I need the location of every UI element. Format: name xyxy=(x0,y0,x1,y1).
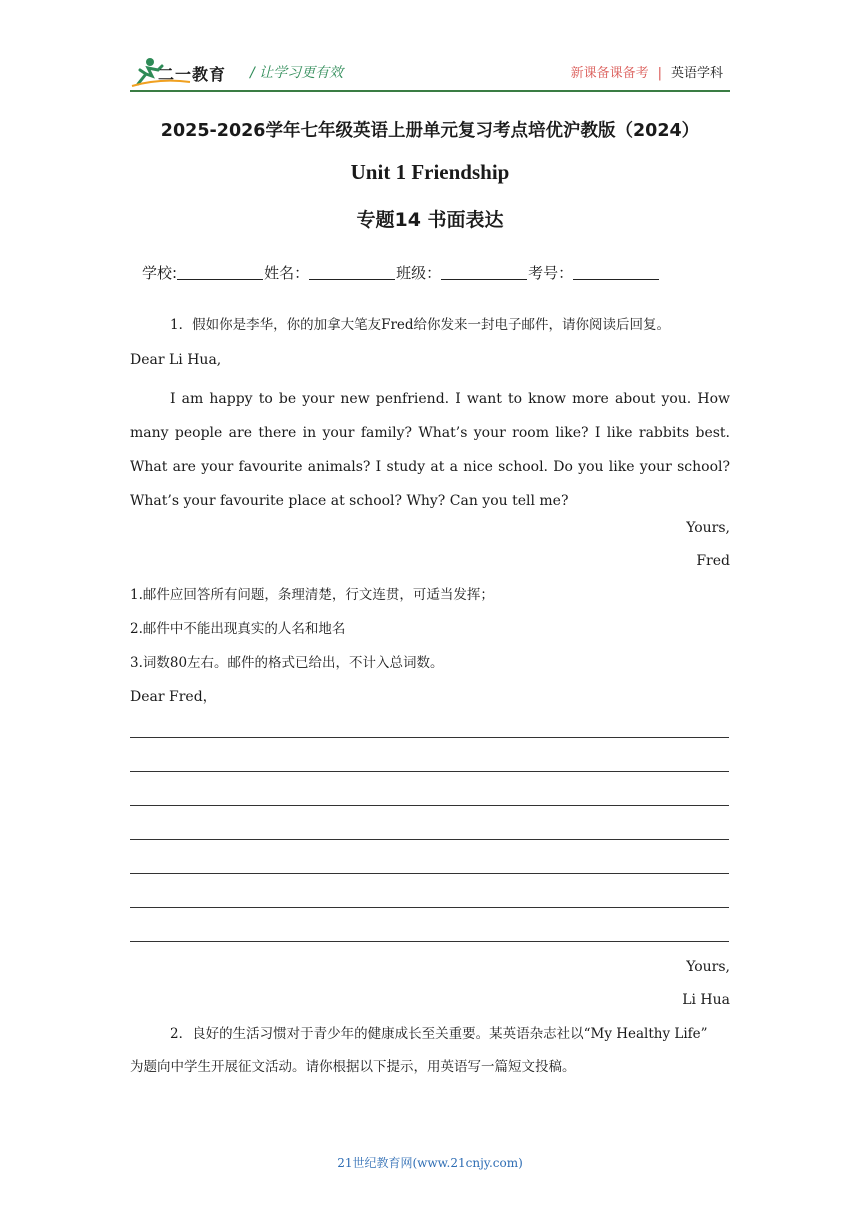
number-label: 考号： xyxy=(528,264,574,282)
header-subject xyxy=(571,62,723,81)
letter-salutation: Dear Li Hua, xyxy=(130,352,222,368)
student-info-fields xyxy=(142,262,660,283)
name-label: 姓名： xyxy=(264,264,310,282)
header-divider xyxy=(130,90,730,92)
school-blank[interactable] xyxy=(177,263,263,280)
answer-line[interactable] xyxy=(130,907,729,908)
reply-closing: Yours, xyxy=(686,959,730,975)
page-header xyxy=(0,0,860,100)
topic-title: 专题14 书面表达 xyxy=(356,209,504,231)
q2-prompt-line2: 为题向中学生开展征文活动。请你根据以下提示，用英语写一篇短文投稿。 xyxy=(130,1059,576,1075)
reply-signature: Li Hua xyxy=(682,992,730,1008)
requirement-3: 3.词数80左右。邮件的格式已给出，不计入总词数。 xyxy=(130,655,444,671)
q2-prompt-line1: 2．良好的生活习惯对于青少年的健康成长至关重要。某英语杂志社以“My Healthy Life” xyxy=(170,1026,708,1042)
page-footer: 21世纪教育网(www.21cnjy.com) xyxy=(337,1156,523,1170)
answer-line[interactable] xyxy=(130,805,729,806)
number-blank[interactable] xyxy=(573,263,659,280)
header-separator: | xyxy=(657,66,662,81)
letter-closing: Yours, xyxy=(686,520,730,536)
header-tag-subject: 英语学科 xyxy=(670,66,723,81)
class-label: 班级： xyxy=(396,264,442,282)
answer-line[interactable] xyxy=(130,771,729,772)
requirement-1: 1.邮件应回答所有问题，条理清楚，行文连贯，可适当发挥； xyxy=(130,587,494,603)
q1-prompt: 1．假如你是李华，你的加拿大笔友Fred给你发来一封电子邮件，请你阅读后回复。 xyxy=(170,317,671,333)
requirement-2: 2.邮件中不能出现真实的人名和地名 xyxy=(130,621,346,637)
header-slogan: / 让学习更有效 xyxy=(250,65,344,81)
school-label: 学校: xyxy=(142,264,178,282)
name-blank[interactable] xyxy=(309,263,395,280)
letter-signature: Fred xyxy=(696,553,730,569)
doc-title: 2025-2026学年七年级英语上册单元复习考点培优沪教版（2024） xyxy=(160,121,700,141)
class-blank[interactable] xyxy=(441,263,527,280)
answer-line[interactable] xyxy=(130,941,729,942)
unit-title: Unit 1 Friendship xyxy=(350,160,510,184)
logo-text: 二一教育 xyxy=(158,65,227,84)
letter-body: I am happy to be your new penfriend. I want to know more about you. How many people are there in your family? What’s your room like? I like rabbits best. What are your favourite animals? I study at a nice school. Do you like your school? What’s your favourite place at school? Why? Can you tell me? xyxy=(130,391,730,509)
answer-line[interactable] xyxy=(130,737,729,738)
header-tag-prep: 新课备课备考 xyxy=(570,66,649,81)
answer-line[interactable] xyxy=(130,873,729,874)
answer-line[interactable] xyxy=(130,839,729,840)
reply-salutation: Dear Fred， xyxy=(130,689,217,705)
